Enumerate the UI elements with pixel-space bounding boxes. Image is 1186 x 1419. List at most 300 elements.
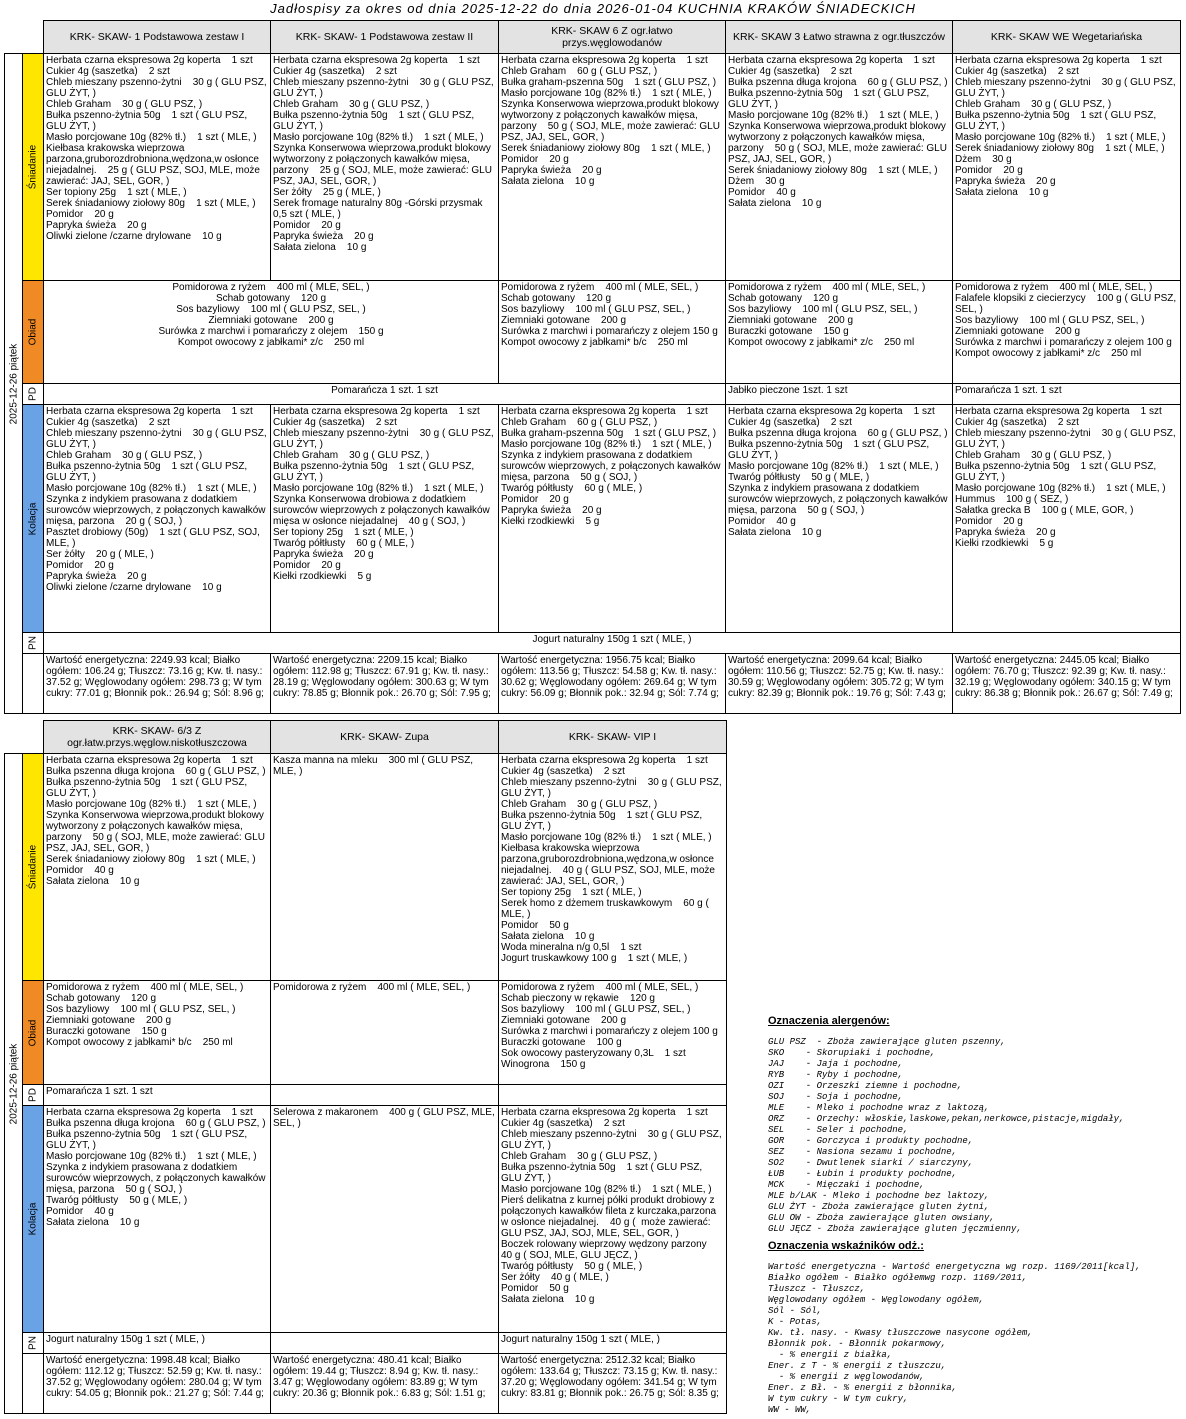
date-cell — [5, 54, 23, 714]
nutrition-summary: Wartość energetyczna: 2249.93 kcal; Białko ogółem: 106.24 g; Tłuszcz: 73.16 g; Kw. tł. nasy.: 37.52 g; Węglowodany ogółem: 298.73 g; W tym cukry: 77.01 g; Błonnik pok.: 26.94 g; Sól: 8.96 g; — [44, 654, 271, 714]
menu-item: Serek śniadaniowy ziołowy 80g 1 szt ( MLE, ) — [728, 165, 938, 176]
menu-item: Kompot owocowy z jabłkami* z/c 250 ml — [728, 337, 915, 348]
menu-item: Kasza manna na mleku 300 ml ( GLU PSZ, MLE, ) — [273, 755, 476, 777]
menu-item: Bułka pszenno-żytnia 50g 1 szt ( GLU PSZ, GLU ŻYT, ) — [728, 88, 932, 110]
meal-label-sniadanie: Śniadanie — [23, 54, 44, 281]
menu-item: Sos bazyliowy 100 ml ( GLU PSZ, SEL, ) — [46, 1004, 236, 1015]
menu-item: Bułka pszenna długa krojona 60 g ( GLU PSZ, ) — [728, 77, 948, 88]
menu-item: Twaróg półtłusty 50 g ( MLE, ) — [501, 1261, 643, 1272]
row-kolacja — [5, 1106, 727, 1333]
column-header: KRK- SKAW- VIP I — [499, 721, 727, 754]
menu-item: Sałata zielona 10 g — [501, 176, 595, 187]
blank-corner — [5, 721, 44, 754]
menu-item: Schab gotowany 120 g — [46, 993, 157, 1004]
menu-item: Pomidorowa z ryżem 400 ml ( MLE, SEL, ) — [501, 982, 699, 993]
menu-item: Ziemniaki gotowane 200 g — [955, 326, 1081, 337]
menu-item: Sałata zielona 10 g — [501, 931, 595, 942]
menu-item: Ziemniaki gotowane 200 g — [208, 315, 334, 326]
meal-label-pn: PN — [23, 1333, 44, 1354]
menu-item: Chleb mieszany pszenno-żytni 30 g ( GLU PSZ, GLU ŻYT, ) — [273, 428, 497, 450]
menu-item: Serek homo z dżemem truskawkowym 60 g ( MLE, ) — [501, 898, 712, 920]
row-sniadanie — [5, 754, 727, 981]
meal-label-pd: PD — [23, 384, 44, 405]
menu-cell — [499, 1106, 727, 1333]
menu-item: Pomidor 40 g — [728, 187, 796, 198]
menu-item: Sałata zielona 10 g — [501, 1294, 595, 1305]
menu-item: Pomidor 40 g — [46, 865, 114, 876]
menu-item: Chleb mieszany pszenno-żytni 30 g ( GLU PSZ, GLU ŻYT, ) — [46, 77, 270, 99]
nutrition-summary: Wartość energetyczna: 2099.64 kcal; Białko ogółem: 110.56 g; Tłuszcz: 52.75 g; Kw. tł. nasy.: 30.59 g; Węglowodany ogółem: 305.72 g; W tym cukry: 82.39 g; Błonnik pok.: 19.76 g; Sól: 7.43 g; — [726, 654, 953, 714]
menu-item: Kiełki rzodkiewki 5 g — [273, 571, 372, 582]
menu-item: Serek fromage naturalny 80g -Górski przysmak 0,5 szt ( MLE, ) — [273, 198, 494, 220]
menu-item: ŁUB - Łubin i produkty pochodne, — [768, 1169, 958, 1179]
legend — [768, 1016, 1178, 1416]
menu-item: Herbata czarna ekspresowa 2g koperta 1 szt — [273, 406, 480, 417]
menu-item: Papryka świeża 20 g — [46, 571, 147, 582]
indicator-legend-title: Oznaczenia wskaźników odż.: — [768, 1240, 924, 1252]
indicator-legend-list — [768, 1262, 1178, 1416]
nutrition-summary: Wartość energetyczna: 2445.05 kcal; Białko ogółem: 76.70 g; Tłuszcz: 92.39 g; Kw. tł. nasy.: 32.19 g; Węglowodany ogółem: 340.15 g; W tym cukry: 86.38 g; Błonnik pok.: 26.67 g; Sól: 7.49 g; — [953, 654, 1181, 714]
menu-item: Masło porcjowane 10g (82% tł.) 1 szt ( MLE, ) — [501, 88, 712, 99]
menu-cell: Pomarańcza 1 szt. 1 szt — [44, 1085, 271, 1106]
menu-cell — [499, 981, 727, 1085]
date-label: 2025-12-26 piątek — [8, 343, 19, 424]
row-pd — [5, 1085, 727, 1106]
menu-item: Herbata czarna ekspresowa 2g koperta 1 szt — [501, 1107, 708, 1118]
menu-item: Pomidor 50 g — [501, 920, 569, 931]
menu-item: Oliwki zielone /czarne drylowane 10 g — [46, 582, 222, 593]
menu-item: GLU OW - Zboża zawierające gluten owsiany, — [768, 1213, 995, 1223]
menu-item: Ziemniaki gotowane 200 g — [501, 1015, 627, 1026]
menu-item: Bułka pszenna długa krojona 60 g ( GLU PSZ, ) — [46, 766, 266, 777]
menu-item: Bułka pszenno-żytnia 50g 1 szt ( GLU PSZ, GLU ŻYT, ) — [46, 110, 250, 132]
menu-cell-shared: Jogurt naturalny 150g 1 szt ( MLE, ) — [44, 633, 1181, 654]
menu-item: Chleb mieszany pszenno-żytni 30 g ( GLU PSZ, GLU ŻYT, ) — [501, 777, 725, 799]
menu-item: Cukier 4g (saszetka) 2 szt — [728, 417, 852, 428]
menu-cell — [44, 981, 271, 1085]
menu-item: Białko ogółem - Białko ogółemwg rozp. 1169/2011, — [768, 1273, 1028, 1283]
nutrition-summary: Wartość energetyczna: 2209.15 kcal; Białko ogółem: 112.98 g; Tłuszcz: 67.91 g; Kw. tł. nasy.: 28.19 g; Węglowodany ogółem: 300.63 g; W tym cukry: 78.85 g; Błonnik pok.: 26.70 g; Sól: 7.95 g; — [271, 654, 499, 714]
menu-item: Szynka z indykiem prasowana z dodatkiem surowców wieprzowych, z połączonych kawałków mięsa, parzona 50 g ( SOJ, ) — [501, 450, 724, 483]
menu-item: Cukier 4g (saszetka) 2 szt — [273, 417, 397, 428]
menu-item: Papryka świeża 20 g — [501, 505, 602, 516]
menu-item: Kompot owocowy z jabłkami* b/c 250 ml — [46, 1037, 233, 1048]
menu-item: Cukier 4g (saszetka) 2 szt — [955, 66, 1079, 77]
nutrition-summary: Wartość energetyczna: 1956.75 kcal; Białko ogółem: 113.56 g; Tłuszcz: 54.58 g; Kw. tł. nasy.: 30.62 g; Węglowodany ogółem: 269.64 g; W tym cukry: 56.09 g; Błonnik pok.: 32.94 g; Sól: 7.74 g; — [499, 654, 726, 714]
menu-item: Winogrona 150 g — [501, 1059, 586, 1070]
menu-item: Serek śniadaniowy ziołowy 80g 1 szt ( MLE, ) — [46, 854, 256, 865]
menu-item: Szynka z indykiem prasowana z dodatkiem surowców wieprzowych, z połączonych kawałków mięsa, parzona 20 g ( SOJ, ) — [46, 494, 269, 527]
menu-item: Jogurt truskawkowy 100 g 1 szt ( MLE, ) — [501, 953, 688, 964]
menu-cell: Jabłko pieczone 1szt. 1 szt — [726, 384, 953, 405]
menu-item: Papryka świeża 20 g — [955, 527, 1056, 538]
menu-item: Woda mineralna n/g 0,5l 1 szt — [501, 942, 642, 953]
menu-item: - % energii z białka, — [768, 1350, 893, 1360]
menu-item: Masło porcjowane 10g (82% tł.) 1 szt ( MLE, ) — [728, 110, 939, 121]
menu-item: Masło porcjowane 10g (82% tł.) 1 szt ( MLE, ) — [46, 132, 257, 143]
meal-label-sniadanie: Śniadanie — [23, 754, 44, 981]
menu-item: Herbata czarna ekspresowa 2g koperta 1 szt — [46, 755, 253, 766]
menu-item: W tym cukry - W tym cukry, — [768, 1394, 909, 1404]
menu-item: Cukier 4g (saszetka) 2 szt — [46, 417, 170, 428]
menu-item: Masło porcjowane 10g (82% tł.) 1 szt ( MLE, ) — [46, 799, 257, 810]
menu-item: Bułka graham-pszenna 50g 1 szt ( GLU PSZ, ) — [501, 428, 717, 439]
menu-cell: Jogurt naturalny 150g 1 szt ( MLE, ) — [44, 1333, 271, 1354]
menu-item: Sos bazyliowy 100 ml ( GLU PSZ, SEL, ) — [955, 315, 1145, 326]
nutrition-summary: Wartość energetyczna: 2512.32 kcal; Białko ogółem: 133.64 g; Tłuszcz: 73.15 g; Kw. tł. nasy.: 37.20 g; Węglowodany ogółem: 341.54 g; W tym cukry: 83.81 g; Błonnik pok.: 26.75 g; Sól: 8.35 g; — [499, 1354, 727, 1414]
menu-item: Pomidor 20 g — [273, 220, 341, 231]
menu-item: Pasztet drobiowy (50g) 1 szt ( GLU PSZ, SOJ, MLE, ) — [46, 527, 263, 549]
menu-item: SO2 - Dwutlenek siarki / siarczyny, — [768, 1158, 974, 1168]
menu-item: MLE - Mleko i pochodne wraz z laktozą, — [768, 1103, 990, 1113]
menu-item: Węglowodany ogółem - Węglowodany ogółem, — [768, 1295, 985, 1305]
menu-item: Pomidorowa z ryżem 400 ml ( MLE, SEL, ) — [501, 282, 699, 293]
menu-item: Chleb Graham 60 g ( GLU PSZ, ) — [501, 66, 658, 77]
menu-item: Serek śniadaniowy ziołowy 80g 1 szt ( MLE, ) — [46, 198, 256, 209]
menu-item: Kiełbasa krakowska wieprzowa parzona,gruborozdrobniona,wędzona,w osłonce niejadalnej. 25 g ( GLU PSZ, SOJ, MLE, może zawierać: JAJ, SEL, GOR, ) — [46, 143, 263, 187]
menu-item: Sos bazyliowy 100 ml ( GLU PSZ, SEL, ) — [728, 304, 918, 315]
menu-item: Błonnik pok. - Błonnik pokarmowy, — [768, 1339, 947, 1349]
menu-item: SEZ - Nasiona sezamu i pochodne, — [768, 1147, 958, 1157]
menu-item: Cukier 4g (saszetka) 2 szt — [46, 66, 170, 77]
allergen-legend-title: Oznaczenia alergenów: — [768, 1015, 890, 1027]
menu-item: Buraczki gotowane 100 g — [501, 1037, 622, 1048]
menu-item: Chleb mieszany pszenno-żytni 30 g ( GLU PSZ, GLU ŻYT, ) — [955, 77, 1179, 99]
menu-item: - % energii z węglowodanów, — [768, 1372, 925, 1382]
header-row — [5, 721, 727, 754]
menu-item: Twaróg półtłusty 50 g ( MLE, ) — [728, 472, 870, 483]
menu-item: Pomidor 40 g — [46, 1206, 114, 1217]
menu-item: Sól - Sól, — [768, 1306, 823, 1316]
menu-table-1 — [4, 20, 1181, 714]
menu-item: Bułka pszenno-żytnia 50g 1 szt ( GLU PSZ, GLU ŻYT, ) — [728, 439, 932, 461]
row-obiad — [5, 281, 1181, 384]
column-header: KRK- SKAW- 1 Podstawowa zestaw I — [44, 21, 271, 54]
menu-item: Herbata czarna ekspresowa 2g koperta 1 szt — [46, 55, 253, 66]
menu-item: Szynka Konserwowa wieprzowa,produkt blokowy wytworzony z połączonych kawałków mięsa, parzony 50 g ( SOJ, MLE, może zawierać: GLU PSZ, JAJ, SEL, GOR, ) — [728, 121, 950, 165]
menu-cell: Pomarańcza 1 szt. 1 szt — [953, 384, 1181, 405]
menu-item: Chleb Graham 30 g ( GLU PSZ, ) — [955, 450, 1112, 461]
menu-item: Bułka pszenno-żytnia 50g 1 szt ( GLU PSZ, GLU ŻYT, ) — [273, 110, 477, 132]
menu-item: Papryka świeża 20 g — [955, 176, 1056, 187]
menu-item: Bułka pszenna długa krojona 60 g ( GLU PSZ, ) — [728, 428, 948, 439]
menu-item: Boczek rolowany wieprzowy wędzony parzony 40 g ( SOJ, MLE, GLU JĘCZ, ) — [501, 1239, 718, 1261]
menu-item: Herbata czarna ekspresowa 2g koperta 1 szt — [46, 1107, 253, 1118]
menu-item: Ziemniaki gotowane 200 g — [501, 315, 627, 326]
menu-item: Pomidor 20 g — [501, 494, 569, 505]
menu-item: Cukier 4g (saszetka) 2 szt — [728, 66, 852, 77]
menu-item: Chleb mieszany pszenno-żytni 30 g ( GLU PSZ, GLU ŻYT, ) — [273, 77, 497, 99]
meal-label-pd: PD — [23, 1085, 44, 1106]
menu-item: Schab gotowany 120 g — [728, 293, 839, 304]
menu-cell-shared — [44, 281, 499, 384]
menu-item: Kompot owocowy z jabłkami* z/c 250 ml — [955, 348, 1142, 359]
menu-cell — [726, 405, 953, 633]
menu-item: Twaróg półtłusty 50 g ( MLE, ) — [46, 1195, 188, 1206]
date-label: 2025-12-26 piątek — [8, 1043, 19, 1124]
row-pd — [5, 384, 1181, 405]
page-title: Jadłospisy za okres od dnia 2025-12-22 do dnia 2026-01-04 KUCHNIA KRAKÓW ŚNIADECKICH — [270, 1, 916, 16]
menu-item: Sos bazyliowy 100 ml ( GLU PSZ, SEL, ) — [501, 304, 691, 315]
menu-item: Szynka Konserwowa drobiowa z dodatkiem surowców wieprzowych z połączonych kawałków mięsa w osłonce niejadalnej 40 g ( SOJ, ) — [273, 494, 493, 527]
menu-item: Chleb mieszany pszenno-żytni 30 g ( GLU PSZ, GLU ŻYT, ) — [501, 1129, 725, 1151]
menu-item: Ser żółty 20 g ( MLE, ) — [46, 549, 154, 560]
menu-item: OZI - Orzeszki ziemne i pochodne, — [768, 1081, 963, 1091]
menu-item: K - Potas, — [768, 1317, 823, 1327]
menu-item: GOR - Gorczyca i produkty pochodne, — [768, 1136, 974, 1146]
meal-label-blank — [23, 1354, 44, 1414]
menu-item: Pierś delikatna z kurnej półki produkt drobiowy z połączonych kawałków fileta z kurczaka,parzona w osłonce niejadalnej. 40 g ( może zawierać: GLU PSZ, JAJ, SOJ, MLE, SEL, GOR, ) — [501, 1195, 719, 1239]
menu-item: Cukier 4g (saszetka) 2 szt — [955, 417, 1079, 428]
menu-item: Herbata czarna ekspresowa 2g koperta 1 szt — [955, 406, 1162, 417]
menu-item: Cukier 4g (saszetka) 2 szt — [501, 766, 625, 777]
menu-item: Chleb Graham 30 g ( GLU PSZ, ) — [46, 450, 203, 461]
column-header: KRK- SKAW- 1 Podstawowa zestaw II — [271, 21, 499, 54]
menu-item: Pomidor 20 g — [273, 560, 341, 571]
menu-item: GLU JĘCZ - Zboża zawierające gluten jęczmienny, — [768, 1224, 1022, 1234]
menu-item: Kiełki rzodkiewki 5 g — [501, 516, 600, 527]
menu-item: Masło porcjowane 10g (82% tł.) 1 szt ( MLE, ) — [273, 483, 484, 494]
menu-item: Serek śniadaniowy ziołowy 80g 1 szt ( MLE, ) — [955, 143, 1165, 154]
menu-cell — [726, 54, 953, 281]
menu-item: GLU ŻYT - Zboża zawierające gluten żytni, — [768, 1202, 990, 1212]
menu-item: Bułka graham-pszenna 50g 1 szt ( GLU PSZ, ) — [501, 77, 717, 88]
menu-item: Bułka pszenno-żytnia 50g 1 szt ( GLU PSZ, GLU ŻYT, ) — [955, 110, 1159, 132]
menu-item: Sok owocowy pasteryzowany 0,3L 1 szt — [501, 1048, 686, 1059]
menu-item: Kompot owocowy z jabłkami* b/c 250 ml — [501, 337, 688, 348]
menu-item: Oliwki zielone /czarne drylowane 10 g — [46, 231, 222, 242]
menu-item: Masło porcjowane 10g (82% tł.) 1 szt ( MLE, ) — [955, 483, 1166, 494]
row-summary — [5, 1354, 727, 1414]
menu-item: Papryka świeża 20 g — [273, 231, 374, 242]
menu-item: Papryka świeża 20 g — [501, 165, 602, 176]
menu-item: Herbata czarna ekspresowa 2g koperta 1 szt — [955, 55, 1162, 66]
menu-item: Sos bazyliowy 100 ml ( GLU PSZ, SEL, ) — [176, 304, 366, 315]
menu-item: Ser żółty 25 g ( MLE, ) — [273, 187, 381, 198]
menu-item: Herbata czarna ekspresowa 2g koperta 1 szt — [501, 755, 708, 766]
menu-item: Twaróg półtłusty 60 g ( MLE, ) — [501, 483, 643, 494]
menu-cell — [271, 754, 499, 981]
menu-item: Herbata czarna ekspresowa 2g koperta 1 szt — [273, 55, 480, 66]
meal-label-kolacja: Kolacja — [23, 1106, 44, 1333]
menu-item: Chleb mieszany pszenno-żytni 30 g ( GLU PSZ, GLU ŻYT, ) — [955, 428, 1179, 450]
row-summary — [5, 654, 1181, 714]
menu-item: Surówka z marchwi i pomarańczy z olejem 150 g — [158, 326, 384, 337]
menu-item: Szynka z indykiem prasowana z dodatkiem surowców wieprzowych, z połączonych kawałków mięsa, parzona 50 g ( SOJ, ) — [46, 1162, 269, 1195]
menu-item: Szynka Konserwowa wieprzowa,produkt blokowy wytworzony z połączonych kawałków mięsa, parzony 50 g ( SOJ, MLE, może zawierać: GLU PSZ, JAJ, SEL, GOR, ) — [46, 810, 268, 854]
menu-item: Sałata zielona 10 g — [955, 187, 1049, 198]
menu-item: ORZ - Orzechy: włoskie,laskowe,pekan,nerkowce,pistacje,migdały, — [768, 1114, 1125, 1124]
menu-item: Papryka świeża 20 g — [273, 549, 374, 560]
menu-item: GLU PSZ - Zboża zawierające gluten pszenny, — [768, 1037, 1006, 1047]
menu-cell — [44, 754, 271, 981]
menu-item: Szynka z indykiem prasowana z dodatkiem surowców wieprzowych, z połączonych kawałków mięsa, parzona 50 g ( SOJ, ) — [728, 483, 951, 516]
menu-cell — [726, 281, 953, 384]
menu-item: Ser topiony 25g 1 szt ( MLE, ) — [46, 187, 187, 198]
menu-item: Sos bazyliowy 100 ml ( GLU PSZ, SEL, ) — [501, 1004, 691, 1015]
menu-item: Surówka z marchwi i pomarańczy z olejem 100 g — [501, 1026, 718, 1037]
menu-item: Masło porcjowane 10g (82% tł.) 1 szt ( MLE, ) — [46, 483, 257, 494]
menu-item: Surówka z marchwi i pomarańczy z olejem 100 g — [955, 337, 1172, 348]
menu-item: Chleb Graham 30 g ( GLU PSZ, ) — [46, 99, 203, 110]
menu-cell — [44, 54, 271, 281]
menu-item: Masło porcjowane 10g (82% tł.) 1 szt ( MLE, ) — [273, 132, 484, 143]
menu-item: Masło porcjowane 10g (82% tł.) 1 szt ( MLE, ) — [501, 439, 712, 450]
menu-table-2 — [4, 720, 727, 1414]
menu-item: Kiełki rzodkiewki 5 g — [955, 538, 1054, 549]
menu-item: Sałata zielona 10 g — [46, 1217, 140, 1228]
menu-item: Pomidorowa z ryżem 400 ml ( MLE, SEL, ) — [172, 282, 370, 293]
menu-item: SEL - Seler i pochodne, — [768, 1125, 909, 1135]
menu-item: Masło porcjowane 10g (82% tł.) 1 szt ( MLE, ) — [728, 461, 939, 472]
menu-item: Pomidor 50 g — [501, 1283, 569, 1294]
menu-item: Tłuszcz - Tłuszcz, — [768, 1284, 866, 1294]
menu-item: MLE b/LAK - Mleko i pochodne bez laktozy, — [768, 1191, 990, 1201]
menu-item: Bułka pszenno-żytnia 50g 1 szt ( GLU PSZ, GLU ŻYT, ) — [955, 461, 1159, 483]
menu-item: JAJ - Jaja i pochodne, — [768, 1059, 904, 1069]
menu-item: WW - WW, — [768, 1405, 812, 1415]
menu-item: Ziemniaki gotowane 200 g — [46, 1015, 172, 1026]
column-header: KRK- SKAW WE Wegetariańska — [953, 21, 1181, 54]
menu-item: Cukier 4g (saszetka) 2 szt — [273, 66, 397, 77]
menu-item: Masło porcjowane 10g (82% tł.) 1 szt ( MLE, ) — [955, 132, 1166, 143]
menu-item: Ser żółty 40 g ( MLE, ) — [501, 1272, 609, 1283]
menu-item: Masło porcjowane 10g (82% tł.) 1 szt ( MLE, ) — [501, 832, 712, 843]
meal-label-obiad: Obiad — [23, 281, 44, 384]
menu-item: Wartość energetyczna - Wartość energetyczna wg rozp. 1169/2011[kcal], — [768, 1262, 1141, 1272]
column-header: KRK- SKAW 3 Łatwo strawna z ogr.tłuszczów — [726, 21, 953, 54]
column-header: KRK- SKAW 6 Z ogr.łatwo przys.węglowodanów — [499, 21, 726, 54]
menu-item: Pomidor 20 g — [955, 516, 1023, 527]
menu-item: Ziemniaki gotowane 200 g — [728, 315, 854, 326]
menu-item: Chleb Graham 30 g ( GLU PSZ, ) — [501, 799, 658, 810]
menu-cell — [44, 1106, 271, 1333]
menu-item: Buraczki gotowane 150 g — [46, 1026, 167, 1037]
menu-item: Selerowa z makaronem 400 g ( GLU PSZ, MLE, SEL, ) — [273, 1107, 498, 1129]
menu-item: Pomidor 20 g — [46, 560, 114, 571]
menu-item: Buraczki gotowane 150 g — [728, 326, 849, 337]
allergen-legend-list — [768, 1037, 1178, 1235]
menu-item: Bułka pszenno-żytnia 50g 1 szt ( GLU PSZ, GLU ŻYT, ) — [501, 1162, 705, 1184]
menu-item: Herbata czarna ekspresowa 2g koperta 1 szt — [46, 406, 253, 417]
menu-item: Kw. tł. nasy. - Kwasy tłuszczowe nasycone ogółem, — [768, 1328, 1033, 1338]
menu-cell — [953, 281, 1181, 384]
menu-item: Bułka pszenna długa krojona 60 g ( GLU PSZ, ) — [46, 1118, 266, 1129]
menu-cell — [271, 981, 499, 1085]
menu-item: Kompot owocowy z jabłkami* z/c 250 ml — [177, 337, 365, 348]
menu-item: Dżem 30 g — [955, 154, 1012, 165]
row-pn — [5, 1333, 727, 1354]
column-header: KRK- SKAW- Zupa — [271, 721, 499, 754]
meal-label-pn: PN — [23, 633, 44, 654]
menu-item: RYB - Ryby i pochodne, — [768, 1070, 904, 1080]
menu-item: Masło porcjowane 10g (82% tł.) 1 szt ( MLE, ) — [46, 1151, 257, 1162]
menu-item: Herbata czarna ekspresowa 2g koperta 1 szt — [501, 55, 708, 66]
menu-cell — [953, 405, 1181, 633]
menu-cell — [271, 1333, 499, 1354]
menu-cell — [271, 1085, 499, 1106]
menu-item: Pomidorowa z ryżem 400 ml ( MLE, SEL, ) — [46, 982, 244, 993]
menu-item: Cukier 4g (saszetka) 2 szt — [501, 1118, 625, 1129]
menu-item: Ener. z Bł. - % energii z błonnika, — [768, 1383, 958, 1393]
menu-item: Hummus 100 g ( SEZ, ) — [955, 494, 1069, 505]
menu-item: Chleb Graham 30 g ( GLU PSZ, ) — [501, 1151, 658, 1162]
menu-item: Chleb Graham 30 g ( GLU PSZ, ) — [273, 450, 430, 461]
column-header: KRK- SKAW- 6/3 Z ogr.łatw.przys.węglow.niskotłuszczowa — [44, 721, 271, 754]
row-kolacja — [5, 405, 1181, 633]
menu-item: Bułka pszenno-żytnia 50g 1 szt ( GLU PSZ, GLU ŻYT, ) — [273, 461, 477, 483]
menu-item: Papryka świeża 20 g — [46, 220, 147, 231]
menu-item: MCK - Mięczaki i pochodne, — [768, 1180, 925, 1190]
menu-item: Chleb Graham 30 g ( GLU PSZ, ) — [955, 99, 1112, 110]
menu-cell — [499, 1085, 727, 1106]
menu-cell — [271, 1106, 499, 1333]
menu-item: Twaróg półtłusty 60 g ( MLE, ) — [273, 538, 415, 549]
menu-item: Bułka pszenno-żytnia 50g 1 szt ( GLU PSZ, GLU ŻYT, ) — [46, 1129, 250, 1151]
nutrition-summary: Wartość energetyczna: 480.41 kcal; Białko ogółem: 19.44 g; Tłuszcz: 8.94 g; Kw. tł. nasy.: 3.47 g; Węglowodany ogółem: 83.89 g; W tym cukry: 20.36 g; Błonnik pok.: 6.83 g; Sól: 1.51 g; — [271, 1354, 499, 1414]
menu-item: Ser topiony 25g 1 szt ( MLE, ) — [501, 887, 642, 898]
menu-cell-shared: Pomarańcza 1 szt. 1 szt — [44, 384, 726, 405]
menu-item: Pomidor 20 g — [501, 154, 569, 165]
row-obiad — [5, 981, 727, 1085]
menu-item: Pomidorowa z ryżem 400 ml ( MLE, SEL, ) — [955, 282, 1153, 293]
menu-item: Schab gotowany 120 g — [501, 293, 612, 304]
blank-corner — [5, 21, 44, 54]
menu-item: Schab pieczony w rękawie 120 g — [501, 993, 655, 1004]
menu-item: Sałata zielona 10 g — [46, 876, 140, 887]
menu-item: Pomidor 20 g — [955, 165, 1023, 176]
menu-item: Bułka pszenno-żytnia 50g 1 szt ( GLU PSZ, GLU ŻYT, ) — [46, 777, 250, 799]
menu-item: Chleb Graham 30 g ( GLU PSZ, ) — [273, 99, 430, 110]
menu-item: Herbata czarna ekspresowa 2g koperta 1 szt — [728, 55, 935, 66]
menu-item: Kiełbasa krakowska wieprzowa parzona,gruborozdrobniona,wędzona,w osłonce niejadalnej. 40 g ( GLU PSZ, SOJ, MLE, może zawierać: JAJ, SEL, GOR, ) — [501, 843, 718, 887]
menu-item: Herbata czarna ekspresowa 2g koperta 1 szt — [728, 406, 935, 417]
menu-cell — [44, 405, 271, 633]
menu-item: SKO - Skorupiaki i pochodne, — [768, 1048, 936, 1058]
menu-cell — [271, 405, 499, 633]
menu-item: Schab gotowany 120 g — [215, 293, 327, 304]
meal-label-obiad: Obiad — [23, 981, 44, 1085]
menu-cell — [499, 54, 726, 281]
row-pn — [5, 633, 1181, 654]
menu-item: Szynka Konserwowa wieprzowa,produkt blokowy wytworzony z połączonych kawałków mięsa, parzony 25 g ( SOJ, MLE, może zawierać: GLU PSZ, JAJ, SEL, GOR, ) — [273, 143, 495, 187]
menu-item: Sałata zielona 10 g — [728, 527, 822, 538]
menu-cell — [499, 754, 727, 981]
meal-label-kolacja: Kolacja — [23, 405, 44, 633]
header-row — [5, 21, 1181, 54]
menu-item: Pomidor 40 g — [728, 516, 796, 527]
menu-item: Sałata zielona 10 g — [728, 198, 822, 209]
menu-item: Falafele klopsiki z ciecierzycy 100 g ( GLU PSZ, SEL, ) — [955, 293, 1179, 315]
menu-cell — [499, 405, 726, 633]
menu-cell — [499, 281, 726, 384]
menu-item: SOJ - Soja i pochodne, — [768, 1092, 904, 1102]
menu-item: Pomidorowa z ryżem 400 ml ( MLE, SEL, ) — [728, 282, 926, 293]
menu-item: Sałata zielona 10 g — [273, 242, 367, 253]
menu-item: Bułka pszenno-żytnia 50g 1 szt ( GLU PSZ, GLU ŻYT, ) — [501, 810, 705, 832]
nutrition-summary: Wartość energetyczna: 1998.48 kcal; Białko ogółem: 112.12 g; Tłuszcz: 52.59 g; Kw. tł. nasy.: 37.52 g; Węglowodany ogółem: 280.04 g; W tym cukry: 54.05 g; Błonnik pok.: 21.27 g; Sól: 7.44 g; — [44, 1354, 271, 1414]
meal-label-blank — [23, 654, 44, 714]
date-cell — [5, 754, 23, 1414]
menu-item: Surówka z marchwi i pomarańczy z olejem 150 g — [501, 326, 718, 337]
menu-cell — [953, 54, 1181, 281]
menu-item: Bułka pszenno-żytnia 50g 1 szt ( GLU PSZ, GLU ŻYT, ) — [46, 461, 250, 483]
menu-item: Dżem 30 g — [728, 176, 785, 187]
menu-cell — [271, 54, 499, 281]
menu-item: Sałatka grecka B 100 g ( MLE, GOR, ) — [955, 505, 1134, 516]
menu-item: Herbata czarna ekspresowa 2g koperta 1 szt — [501, 406, 708, 417]
menu-item: Pomidor 20 g — [46, 209, 114, 220]
